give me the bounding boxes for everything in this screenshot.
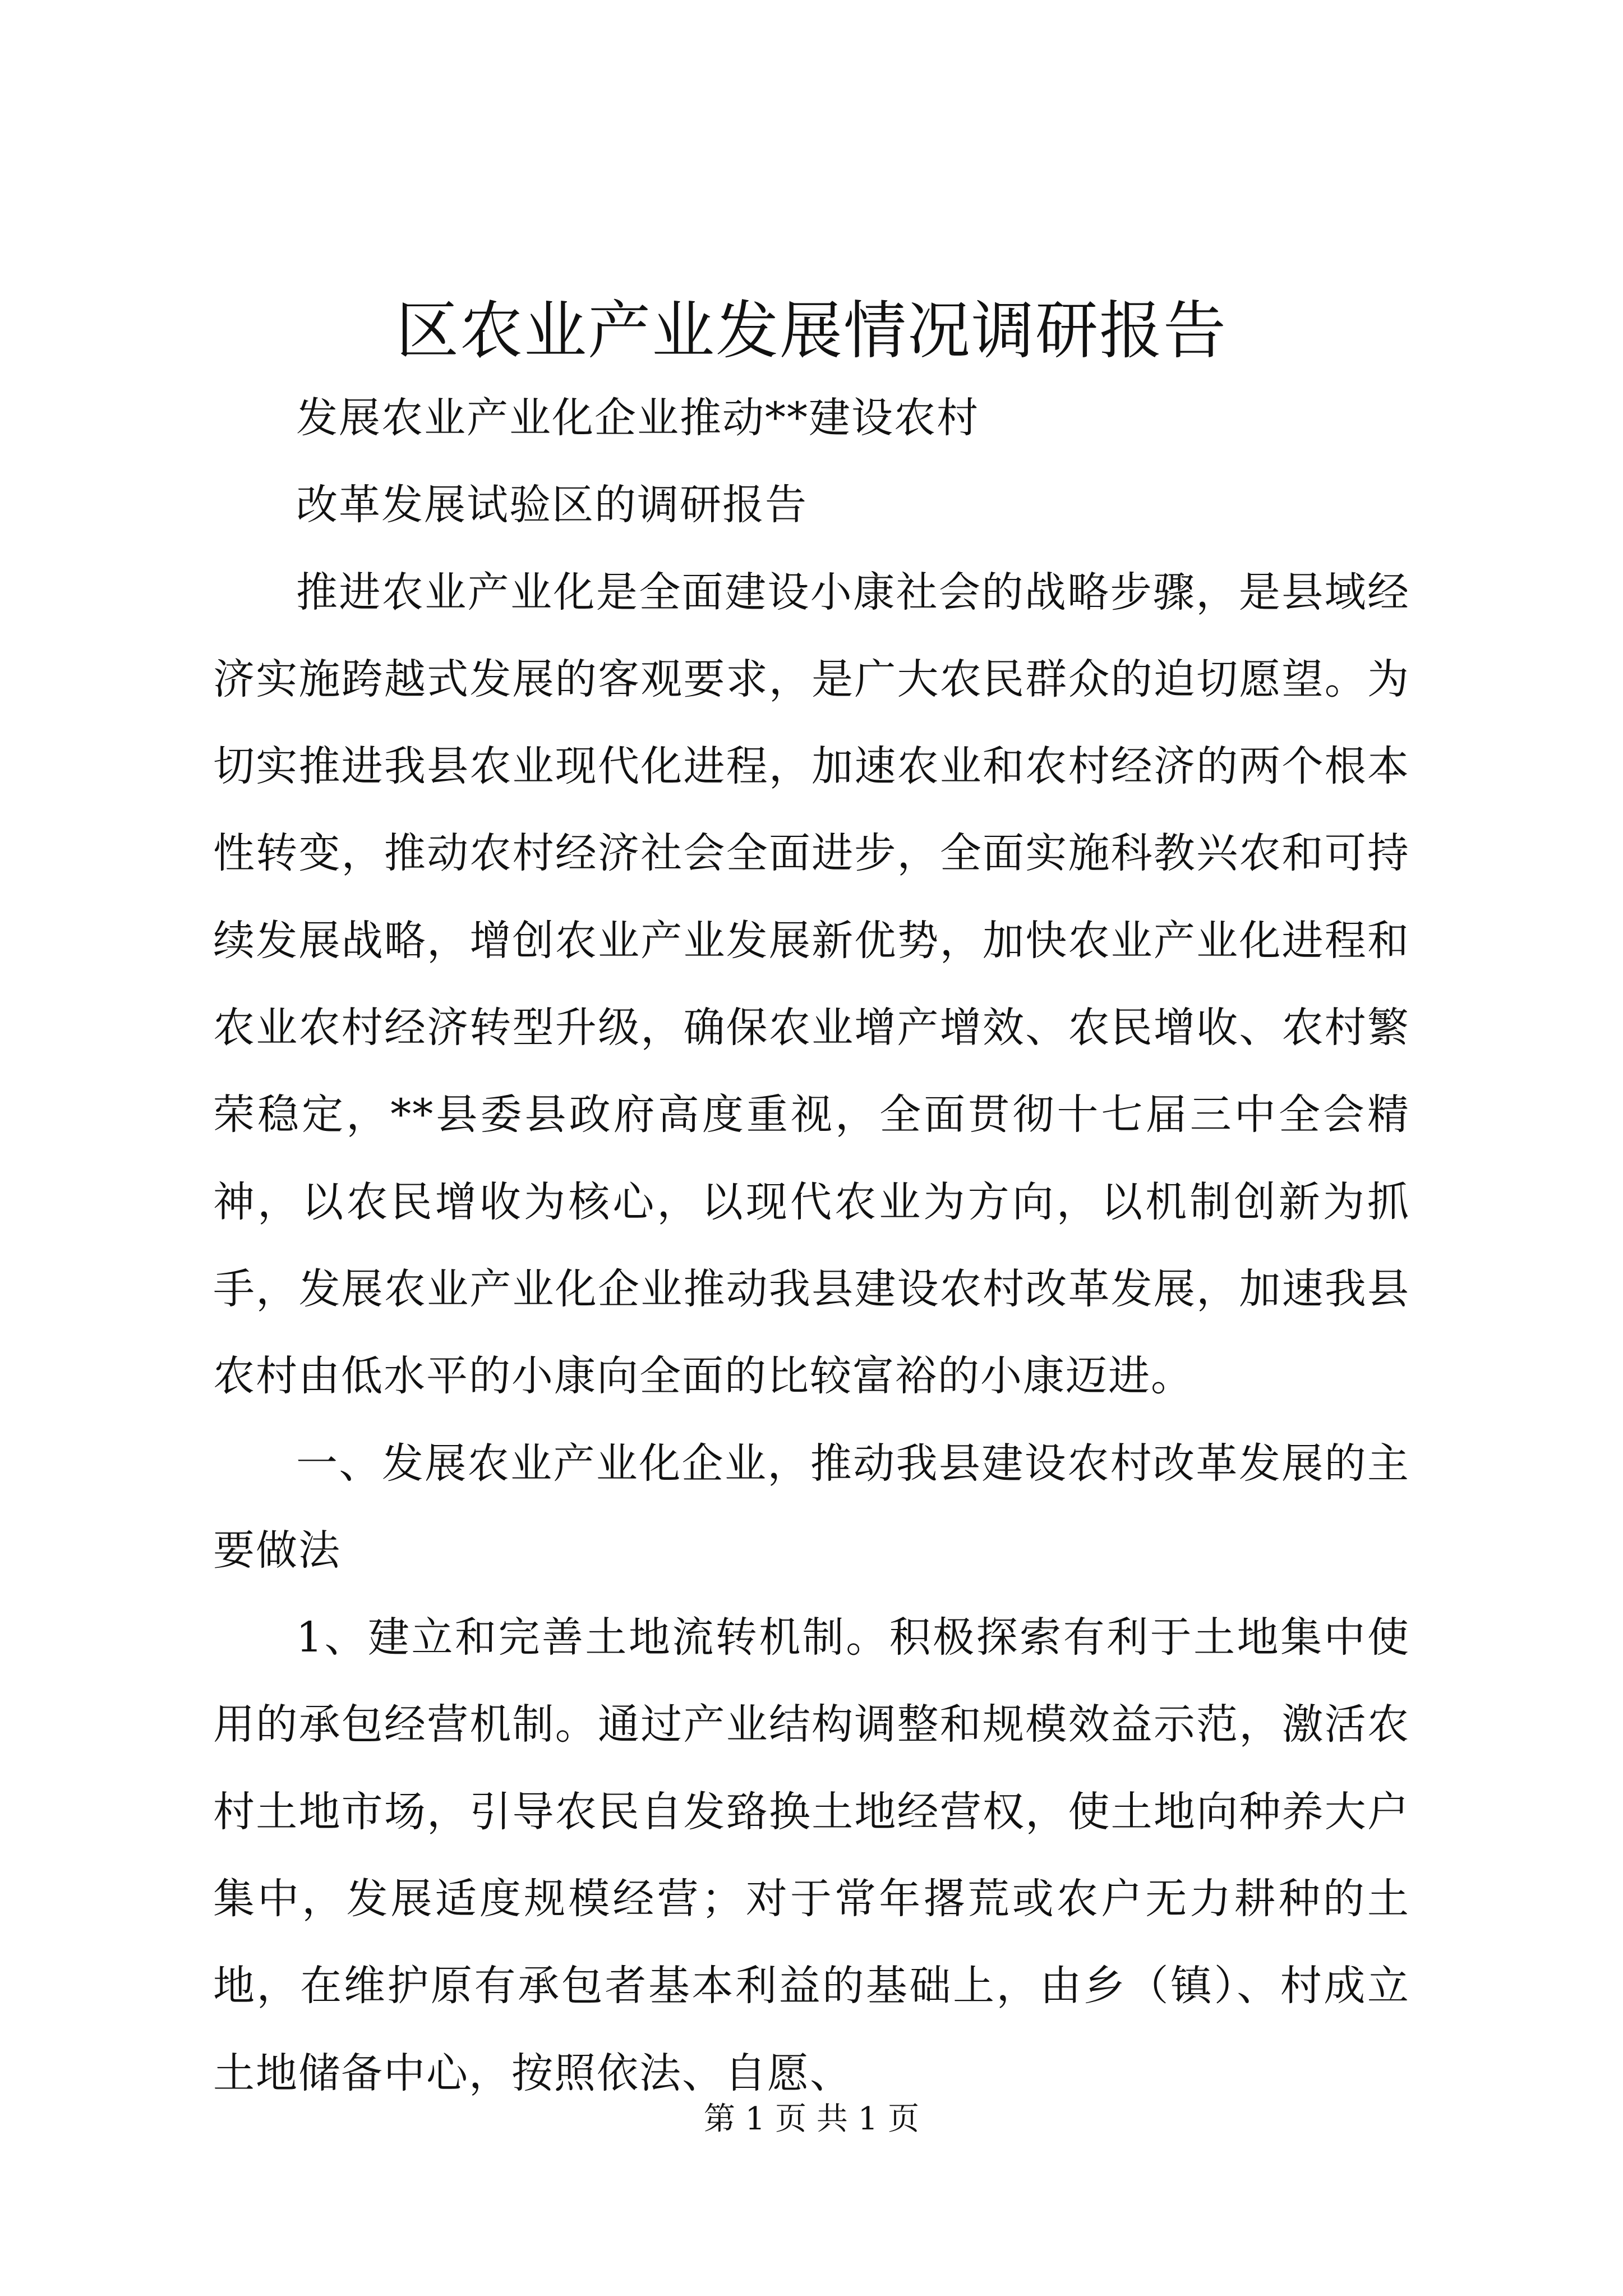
page-number-footer: 第 1 页 共 1 页	[703, 2101, 920, 2137]
subtitle-line-2: 改革发展试验区的调研报告	[296, 481, 808, 530]
body-paragraph-intro: 推进农业产业化是全面建设小康社会的战略步骤，是县域经济实施跨越式发展的客观要求，是广大农民群众的迫切愿望。为切实推进我县农业现代化进程，加速农业和农村经济的两个根本性转变，推动农村经济社会全面进步，全面实施科教兴农和可持续发展战略，增创农业产业发展新优势，加快农业产业化进程和农业农村经济转型升级，确保农业增产增效、农民增收、农村繁荣稳定，**县委县政府高度重视，全面贯彻十七届三中全会精神，以农民增收为核心，以现代农业为方向，以机制创新为抓手，发展农业产业化企业推动我县建设农村改革发展，加速我县农村由低水平的小康向全面的比较富裕的小康迈进。	[213, 568, 1410, 1401]
subtitle-line-1: 发展农业产业化企业推动**建设农村	[296, 394, 979, 442]
body-paragraph-item-1: 1、建立和完善土地流转机制。积极探索有利于土地集中使用的承包经营机制。通过产业结构调整和规模效益示范，激活农村土地市场，引导农民自发臵换土地经营权，使土地向种养大户集中，发展适度规模经营；对于常年撂荒或农户无力耕种的土地，在维护原有承包者基本利益的基础上，由乡（镇）、村成立土地储备中心，按照依法、自愿、	[213, 1613, 1410, 2097]
document-title: 区农业产业发展情况调研报告	[396, 295, 1227, 367]
section-heading-1: 一、发展农业产业化企业，推动我县建设农村改革发展的主要做法	[213, 1439, 1410, 1575]
document-body	[213, 375, 1410, 2117]
